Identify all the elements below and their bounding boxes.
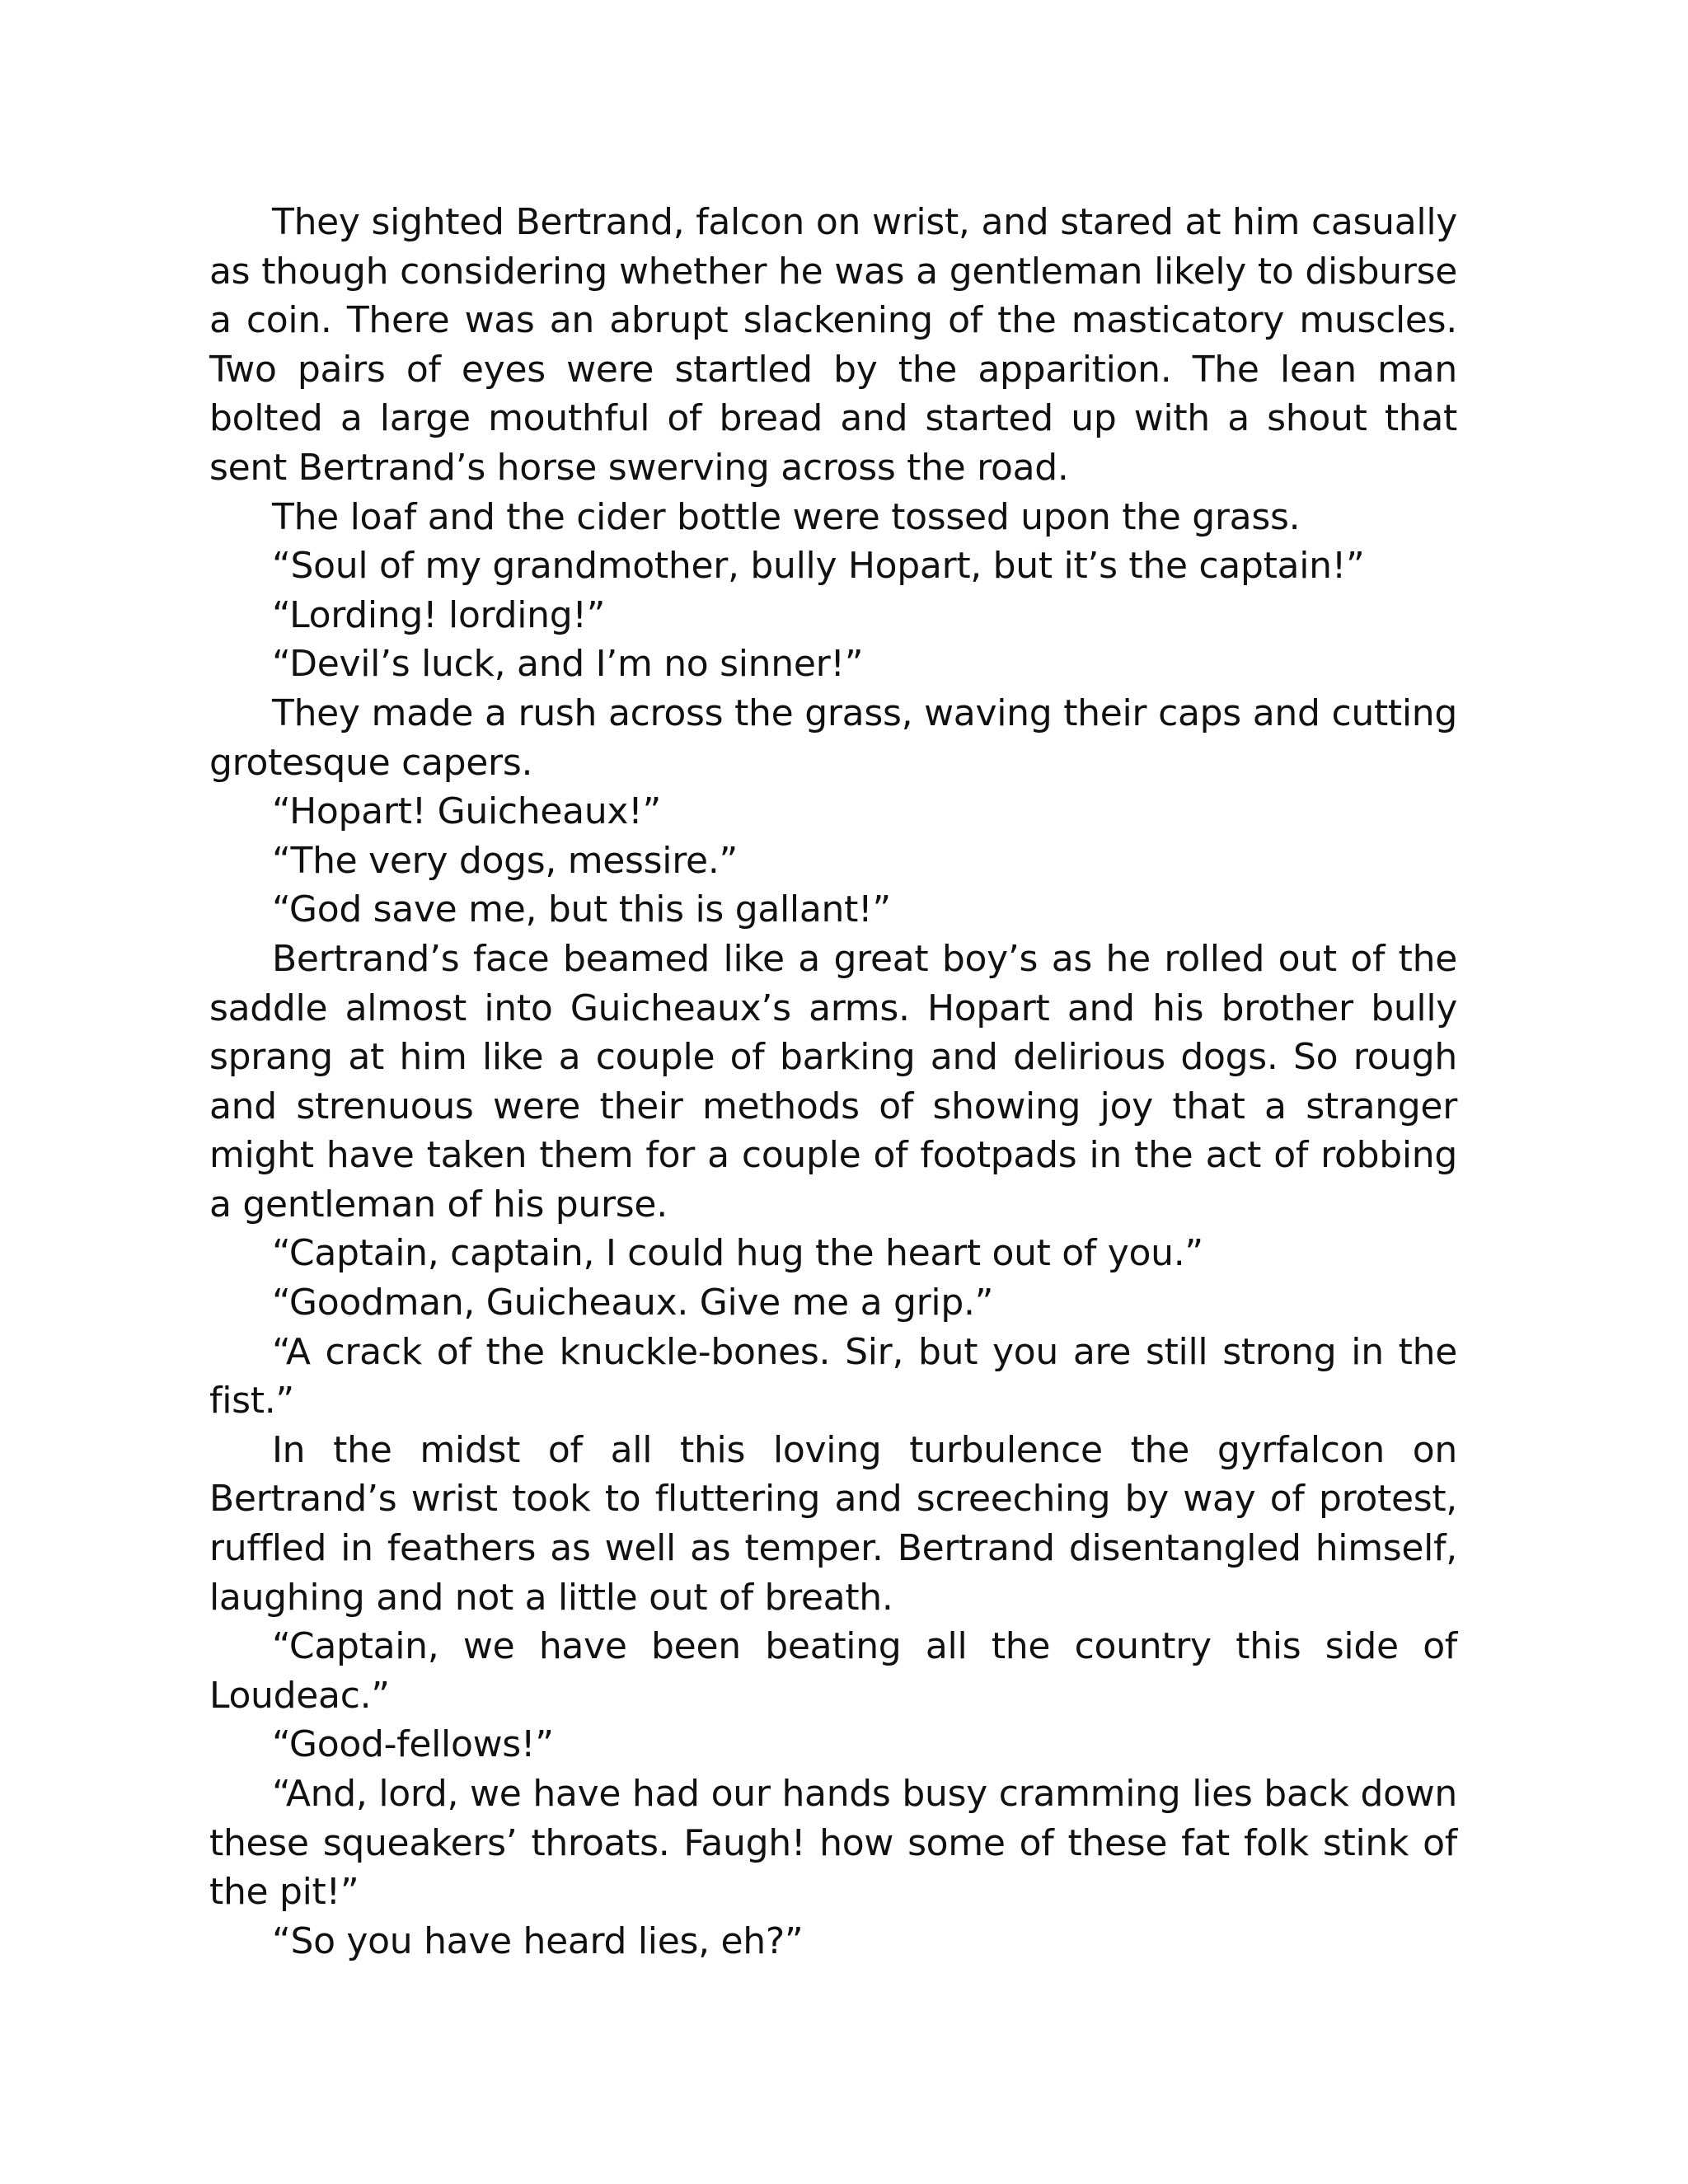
paragraph: “Captain, captain, I could hug the heart out of you.” bbox=[272, 1232, 1203, 1275]
paragraph: “Soul of my grandmother, bully Hopart, but it’s the captain!” bbox=[272, 545, 1365, 588]
paragraph: “And, lord, we have had our hands busy cramming lies back down these squeakers’ throats. Faugh! how some of these fat folk stink of the pit!” bbox=[209, 1773, 1457, 1914]
paragraph: “Devil’s luck, and I’m no sinner!” bbox=[272, 643, 864, 686]
paragraph: The loaf and the cider bottle were tossed upon the grass. bbox=[272, 495, 1301, 538]
paragraph: They made a rush across the grass, waving their caps and cutting grotesque capers. bbox=[209, 691, 1457, 784]
paragraph: In the midst of all this loving turbulence the gyrfalcon on Bertrand’s wrist took to fluttering and screeching by way of protest, ruffled in feathers as well as temper. Bertrand disentangled himself, laughing and not a little out of breath. bbox=[209, 1428, 1457, 1619]
paragraph: “God save me, but this is gallant!” bbox=[272, 888, 891, 931]
paragraph: “Captain, we have been beating all the country this side of Loudeac.” bbox=[209, 1625, 1457, 1717]
paragraph: “Hopart! Guicheaux!” bbox=[272, 790, 661, 833]
book-page bbox=[209, 198, 1457, 1966]
paragraph: “Good-fellows!” bbox=[272, 1723, 554, 1766]
paragraph: “A crack of the knuckle-bones. Sir, but you are still strong in the fist.” bbox=[209, 1330, 1457, 1422]
paragraph: “So you have heard lies, eh?” bbox=[272, 1919, 804, 1962]
paragraph: “Lording! lording!” bbox=[272, 593, 606, 636]
paragraph: “The very dogs, messire.” bbox=[272, 839, 738, 882]
paragraph: They sighted Bertrand, falcon on wrist, and stared at him casually as though considering whether he was a gentleman likely to disburse a coin. There was an abrupt slackening of the masticatory muscles. Two pairs of eyes were startled by the apparition. The lean man bolted a large mouthful of bread and started up with a shout that sent Bertrand’s horse swerving across the road. bbox=[209, 201, 1457, 489]
paragraph: “Goodman, Guicheaux. Give me a grip.” bbox=[272, 1282, 994, 1324]
paragraph: Bertrand’s face beamed like a great boy’s as he rolled out of the saddle almost into Guicheaux’s arms. Hopart and his brother bully sprang at him like a couple of barking and delirious dogs. So rough and strenuous were their methods of showing joy that a stranger might have taken them for a couple of footpads in the act of robbing a gentleman of his purse. bbox=[209, 937, 1457, 1226]
